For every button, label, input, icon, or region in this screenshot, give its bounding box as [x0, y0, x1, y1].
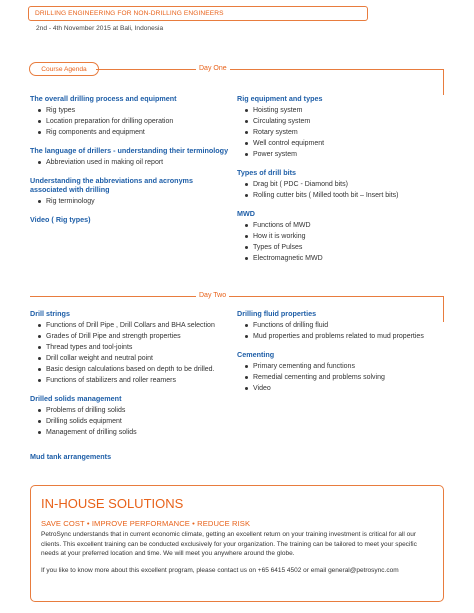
list-item: Types of Pulses: [237, 242, 447, 253]
section: [30, 146, 230, 168]
course-agenda-label: Course Agenda: [41, 65, 87, 73]
day-one-divider-tail: [443, 69, 444, 95]
list-item: Basic design calculations based on depth to be drilled.: [30, 364, 235, 375]
section-title: Types of drill bits: [237, 168, 296, 177]
section-title: The overall drilling process and equipment: [30, 94, 177, 103]
header-title-box: [28, 6, 368, 21]
list-item: Hoisting system: [237, 105, 447, 116]
list-item: Mud properties and problems related to mud properties: [237, 331, 447, 342]
list-item: Primary cementing and functions: [237, 361, 447, 372]
list-item: Location preparation for drilling operation: [30, 116, 230, 127]
day-two-label: Day Two: [196, 292, 229, 299]
section-title: Cementing: [237, 350, 275, 359]
section: [30, 215, 230, 224]
section-title: Drill strings: [30, 309, 70, 318]
section: [237, 209, 447, 264]
course-agenda-tab: [29, 62, 99, 76]
day-one-label: Day One: [196, 65, 230, 72]
list-item: Abbreviation used in making oil report: [30, 157, 230, 168]
solutions-body: PetroSync understands that in current economic climate, getting an excellent return on your training investment is critical for all our clients. This excellent training can be conducted exclusively for your organization. The training can be tailored to meet your specific needs at your preferred location and time. We will meet you anywhere around the globe.: [41, 531, 417, 558]
section: [237, 350, 447, 394]
list-item: Remedial cementing and problems solving: [237, 372, 447, 383]
day-two-right-column: [237, 309, 447, 402]
list-item: Rig terminology: [30, 196, 205, 207]
day-one-divider: [96, 69, 444, 70]
list-item: Functions of stabilizers and roller reamers: [30, 375, 235, 386]
list-item: Functions of MWD: [237, 220, 447, 231]
section-title: The language of drillers - understanding their terminology: [30, 146, 229, 155]
course-title: DRILLING ENGINEERING FOR NON-DRILLING ENGINEERS: [35, 10, 224, 17]
section: [30, 309, 235, 386]
solutions-subtitle: SAVE COST • IMPROVE PERFORMANCE • REDUCE RISK: [41, 519, 251, 528]
day-one-right-column: [237, 94, 447, 272]
list-item: Functions of Drill Pipe , Drill Collars and BHA selection: [30, 320, 235, 331]
section-title: MWD: [237, 209, 255, 218]
section-title: Rig equipment and types: [237, 94, 323, 103]
section: [237, 309, 447, 342]
solutions-title: IN-HOUSE SOLUTIONS: [41, 496, 184, 511]
day-one-left-column: [30, 94, 230, 232]
list-item: Thread types and tool-joints: [30, 342, 235, 353]
list-item: Power system: [237, 149, 447, 160]
section-title: Understanding the abbreviations and acronyms associated with drilling: [30, 176, 193, 194]
list-item: Problems of drilling solids: [30, 405, 235, 416]
list-item: Management of drilling solids: [30, 427, 235, 438]
section: [30, 94, 230, 138]
section-title: Drilling fluid properties: [237, 309, 317, 318]
list-item: Drag bit ( PDC - Diamond bits): [237, 179, 447, 190]
section: [237, 94, 447, 160]
list-item: Well control equipment: [237, 138, 447, 149]
list-item: Circulating system: [237, 116, 447, 127]
list-item: Rotary system: [237, 127, 447, 138]
section: [30, 176, 205, 207]
solutions-contact: If you like to know more about this excellent program, please contact us on +65 6415 4502 or email general@petrosync.com: [41, 566, 399, 574]
list-item: How it is working: [237, 231, 447, 242]
list-item: Rolling cutter bits ( Milled tooth bit – Insert bits): [237, 190, 447, 201]
section: [30, 394, 235, 438]
list-item: Rig types: [30, 105, 230, 116]
day-two-divider: [30, 296, 444, 297]
day-two-left-column: [30, 309, 235, 469]
section: [30, 452, 235, 461]
section-title: Mud tank arrangements: [30, 452, 112, 461]
list-item: Electromagnetic MWD: [237, 253, 447, 264]
list-item: Video: [237, 383, 447, 394]
section-title: Drilled solids management: [30, 394, 122, 403]
list-item: Rig components and equipment: [30, 127, 230, 138]
list-item: Drill collar weight and neutral point: [30, 353, 235, 364]
list-item: Functions of drilling fluid: [237, 320, 447, 331]
date-location: 2nd - 4th November 2015 at Bali, Indonesia: [36, 25, 164, 32]
section-title: Video ( Rig types): [30, 215, 91, 224]
section: [237, 168, 447, 201]
list-item: Grades of Drill Pipe and strength properties: [30, 331, 235, 342]
in-house-solutions-box: [30, 485, 444, 602]
list-item: Drilling solids equipment: [30, 416, 235, 427]
